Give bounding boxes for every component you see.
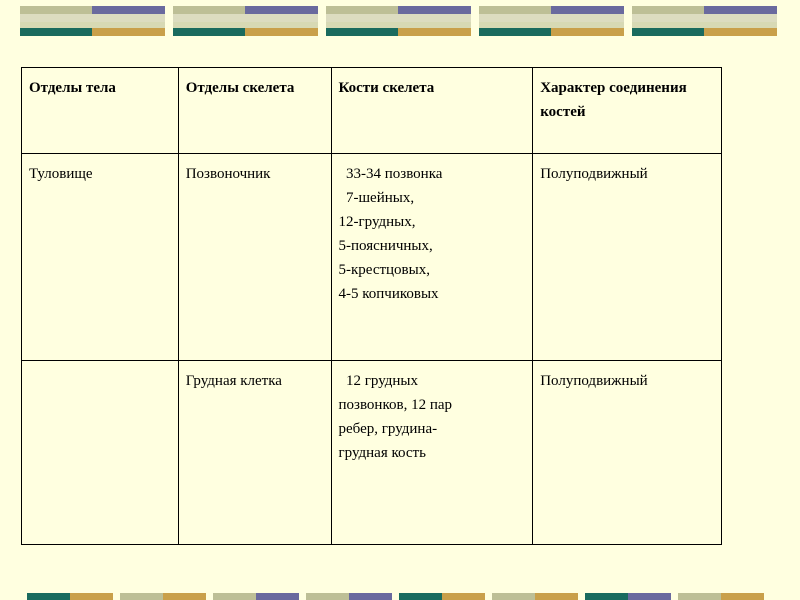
header-skeleton-section: Отделы скелета xyxy=(178,68,331,154)
decorative-strip xyxy=(585,593,671,600)
cell-body-section xyxy=(22,361,179,545)
table-header-row xyxy=(22,68,722,154)
table-row xyxy=(22,154,722,361)
bones-line: ребер, грудина- xyxy=(338,421,438,437)
cell-skeleton-section: Грудная клетка xyxy=(178,361,331,545)
decorative-strip xyxy=(399,593,485,600)
cell-joint-type: Полуподвижный xyxy=(533,154,722,361)
cell-skeleton-section: Позвоночник xyxy=(178,154,331,361)
header-joint-type: Характер соединения костей xyxy=(533,68,722,154)
table-row xyxy=(22,361,722,545)
bones-line: грудная кость xyxy=(338,445,426,461)
decorative-strip xyxy=(27,593,113,600)
decorative-banner xyxy=(20,6,165,36)
decorative-banner xyxy=(632,6,777,36)
skeleton-table xyxy=(21,67,722,545)
bones-line: 5-поясничных, xyxy=(338,238,433,254)
bones-line: 12-грудных, xyxy=(338,214,416,230)
decorative-banner xyxy=(326,6,471,36)
bones-line: 33-34 позвонка xyxy=(338,166,443,182)
decorative-strip xyxy=(306,593,392,600)
decorative-strip xyxy=(492,593,578,600)
bones-line: 7-шейных, xyxy=(338,190,415,206)
bones-line: 5-крестцовых, xyxy=(338,262,430,278)
cell-bones xyxy=(331,154,533,361)
header-bones: Кости скелета xyxy=(331,68,533,154)
cell-bones xyxy=(331,361,533,545)
bones-line: 4-5 копчиковых xyxy=(338,286,439,302)
bones-line: позвонков, 12 пар xyxy=(338,397,453,413)
header-body-section: Отделы тела xyxy=(22,68,179,154)
decorative-strip xyxy=(120,593,206,600)
cell-joint-type: Полуподвижный xyxy=(533,361,722,545)
decorative-strip xyxy=(678,593,764,600)
decorative-banner xyxy=(173,6,318,36)
decorative-banner xyxy=(479,6,624,36)
bones-line: 12 грудных xyxy=(338,373,418,389)
decorative-strip xyxy=(213,593,299,600)
cell-body-section: Туловище xyxy=(22,154,179,361)
